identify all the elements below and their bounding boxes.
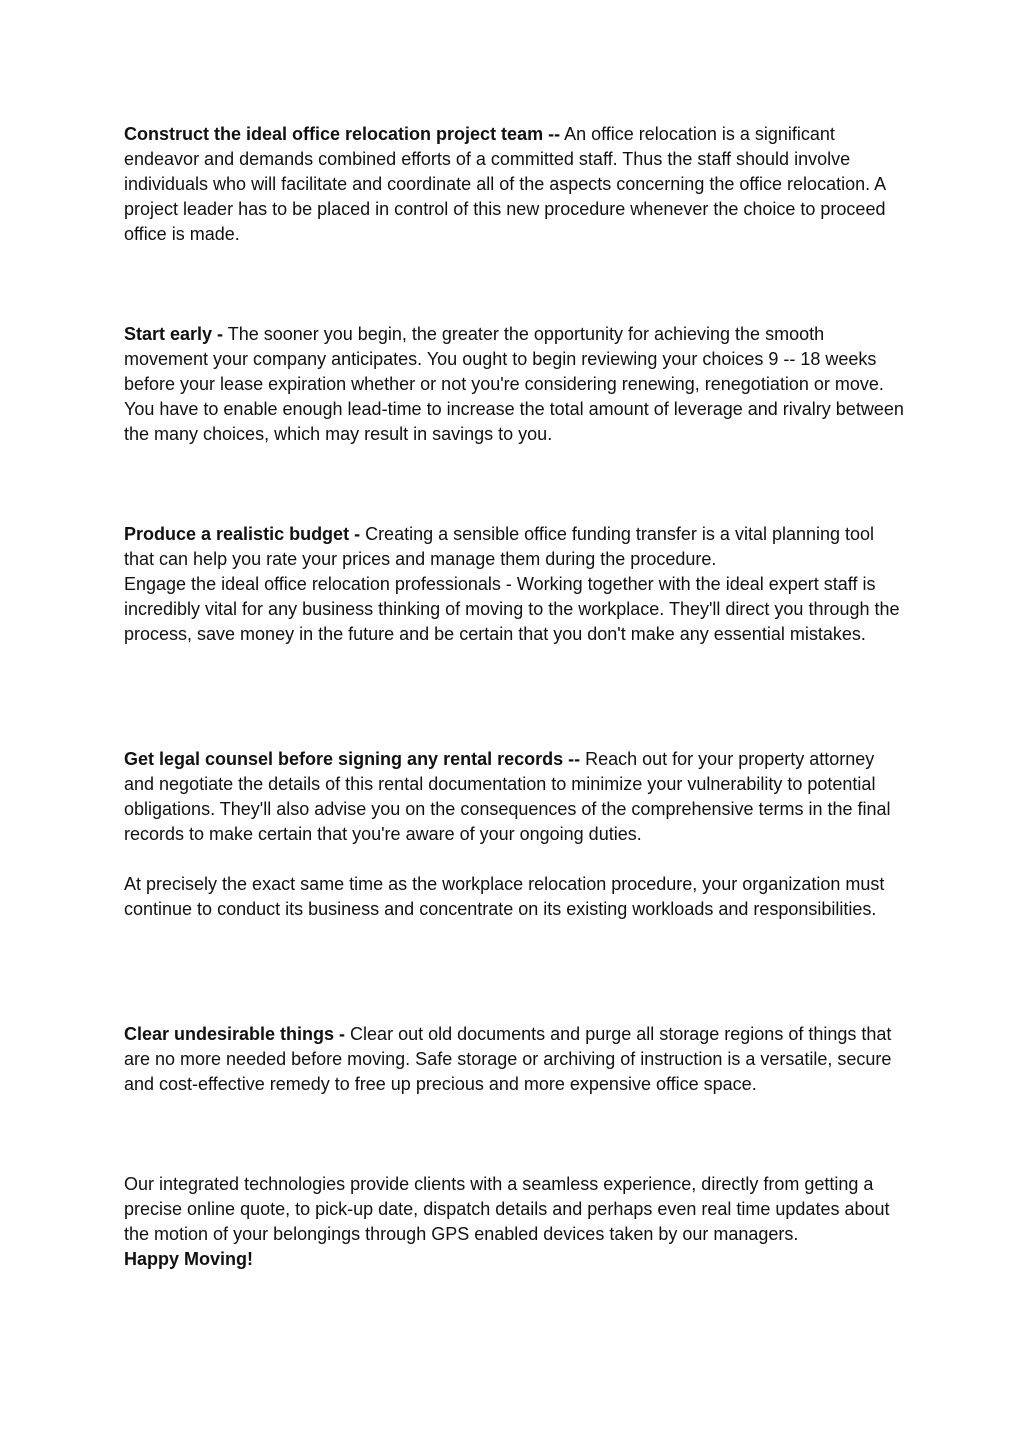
paragraph-business-continuity xyxy=(124,872,904,922)
paragraph-project-team xyxy=(124,122,904,247)
paragraph-body: The sooner you begin, the greater the opportunity for achieving the smooth movement your company anticipates. You ought to begin reviewing your choices 9 -- 18 weeks before your lease expiration whether or not you're considering renewing, renegotiation or move. You have to enable enough lead-time to increase the total amount of leverage and rivalry between the many choices, which may result in savings to you. xyxy=(124,324,904,444)
paragraph-body: Reach out for your property attorney and negotiate the details of this rental documentation to minimize your vulnerability to potential obligations. They'll also advise you on the consequences of the comprehensive terms in the final records to make certain that you're aware of your ongoing duties. xyxy=(124,749,891,844)
paragraph-body: An office relocation is a significant endeavor and demands combined efforts of a committed staff. Thus the staff should involve individuals who will facilitate and coordinate all of the aspects concerning the office relocation. A project leader has to be placed in control of this new procedure whenever the choice to proceed office is made. xyxy=(124,124,886,244)
paragraph-heading: Get legal counsel before signing any rental records -- xyxy=(124,749,581,769)
paragraph-body: Our integrated technologies provide clients with a seamless experience, directly from getting a precise online quote, to pick-up date, dispatch details and perhaps even real time updates about the motion of your belongings through GPS enabled devices taken by our managers. xyxy=(124,1174,890,1244)
paragraph-body: Creating a sensible office funding transfer is a vital planning tool that can help you rate your prices and manage them during the procedure. xyxy=(124,524,875,569)
paragraph-technologies xyxy=(124,1172,904,1272)
paragraph-body: At precisely the exact same time as the workplace relocation procedure, your organization must continue to conduct its business and concentrate on its existing workloads and responsibilities. xyxy=(124,874,885,919)
paragraph-body: Clear out old documents and purge all storage regions of things that are no more needed before moving. Safe storage or archiving of instruction is a versatile, secure and cost-effective remedy to free up precious and more expensive office space. xyxy=(124,1024,892,1094)
paragraph-clear-things xyxy=(124,1022,904,1097)
paragraph-legal-counsel xyxy=(124,747,904,847)
paragraph-budget xyxy=(124,522,904,647)
paragraph-heading: Start early - xyxy=(124,324,224,344)
paragraph-heading: Produce a realistic budget - xyxy=(124,524,361,544)
paragraph-heading: Clear undesirable things - xyxy=(124,1024,346,1044)
paragraph-start-early xyxy=(124,322,904,447)
paragraph-continuation: Engage the ideal office relocation professionals - Working together with the ideal expert staff is incredibly vital for any business thinking of moving to the workplace. They'll direct you through the process, save money in the future and be certain that you don't make any essential mistakes. xyxy=(124,574,900,644)
closing-line: Happy Moving! xyxy=(124,1249,253,1269)
paragraph-heading: Construct the ideal office relocation project team -- xyxy=(124,124,561,144)
